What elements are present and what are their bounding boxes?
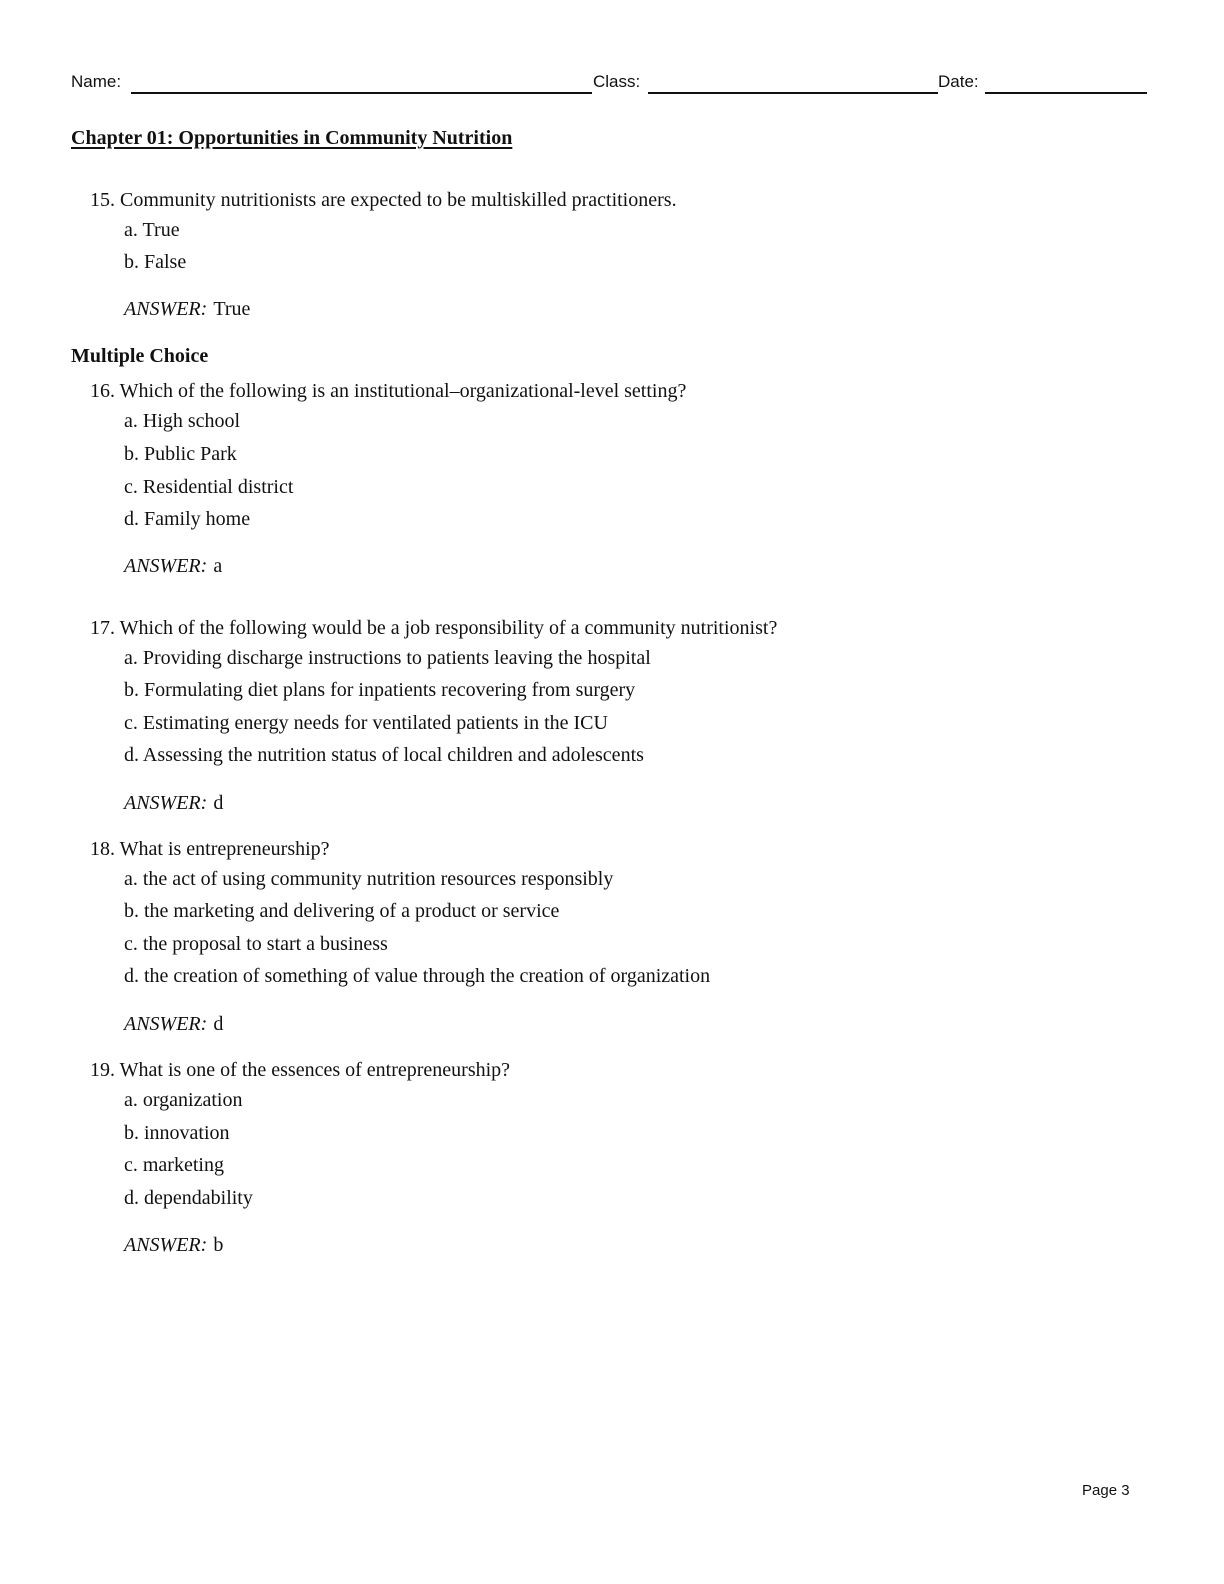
question-19-option-c: c. marketing [124, 1154, 224, 1176]
question-18-option-b: b. the marketing and delivering of a product or service [124, 900, 560, 922]
question-15-option-a: a. True [124, 219, 180, 241]
answer-value: b [213, 1234, 224, 1256]
answer-value: d [213, 1013, 224, 1035]
answer-label: ANSWER: [124, 1013, 208, 1035]
question-17-option-d: d. Assessing the nutrition status of local children and adolescents [124, 744, 644, 766]
class-field-line[interactable] [648, 92, 938, 94]
question-17-answer [124, 792, 223, 815]
date-field-line[interactable] [985, 92, 1147, 94]
question-19-answer [124, 1234, 223, 1257]
answer-value: d [213, 792, 224, 814]
chapter-title: Chapter 01: Opportunities in Community Nutrition [71, 127, 513, 149]
question-16-option-b: b. Public Park [124, 443, 237, 465]
question-16-option-a: a. High school [124, 410, 241, 432]
question-19-option-b: b. innovation [124, 1122, 230, 1144]
question-17-option-b: b. Formulating diet plans for inpatients recovering from surgery [124, 679, 636, 701]
question-19-option-a: a. organization [124, 1089, 243, 1111]
question-18-option-c: c. the proposal to start a business [124, 933, 388, 955]
question-15-option-b: b. False [124, 251, 187, 273]
section-title: Multiple Choice [71, 345, 209, 367]
question-17-option-c: c. Estimating energy needs for ventilated patients in the ICU [124, 712, 608, 734]
page-number: Page 3 [1082, 1482, 1130, 1499]
question-18-stem: 18. What is entrepreneurship? [90, 838, 330, 860]
answer-label: ANSWER: [124, 555, 208, 577]
answer-label: ANSWER: [124, 298, 208, 320]
answer-value: True [213, 298, 251, 320]
question-18-answer [124, 1013, 223, 1036]
question-15-stem: 15. Community nutritionists are expected to be multiskilled practitioners. [90, 189, 677, 211]
question-16-option-c: c. Residential district [124, 476, 294, 498]
question-19-stem: 19. What is one of the essences of entrepreneurship? [90, 1059, 511, 1081]
name-field-line[interactable] [131, 92, 592, 94]
question-16-answer [124, 555, 222, 578]
question-15-answer [124, 298, 250, 321]
question-16-option-d: d. Family home [124, 508, 251, 530]
answer-label: ANSWER: [124, 792, 208, 814]
answer-label: ANSWER: [124, 1234, 208, 1256]
answer-value: a [213, 555, 223, 577]
name-label: Name: [71, 72, 122, 91]
question-17-option-a: a. Providing discharge instructions to patients leaving the hospital [124, 647, 651, 669]
date-label: Date: [938, 72, 979, 91]
question-18-option-a: a. the act of using community nutrition resources responsibly [124, 868, 614, 890]
question-16-stem: 16. Which of the following is an institutional–organizational-level setting? [90, 380, 687, 402]
question-18-option-d: d. the creation of something of value through the creation of organization [124, 965, 711, 987]
header-fields [71, 72, 1147, 96]
question-19-option-d: d. dependability [124, 1187, 253, 1209]
class-label: Class: [593, 72, 641, 91]
question-17-stem: 17. Which of the following would be a job responsibility of a community nutritionist? [90, 617, 778, 639]
